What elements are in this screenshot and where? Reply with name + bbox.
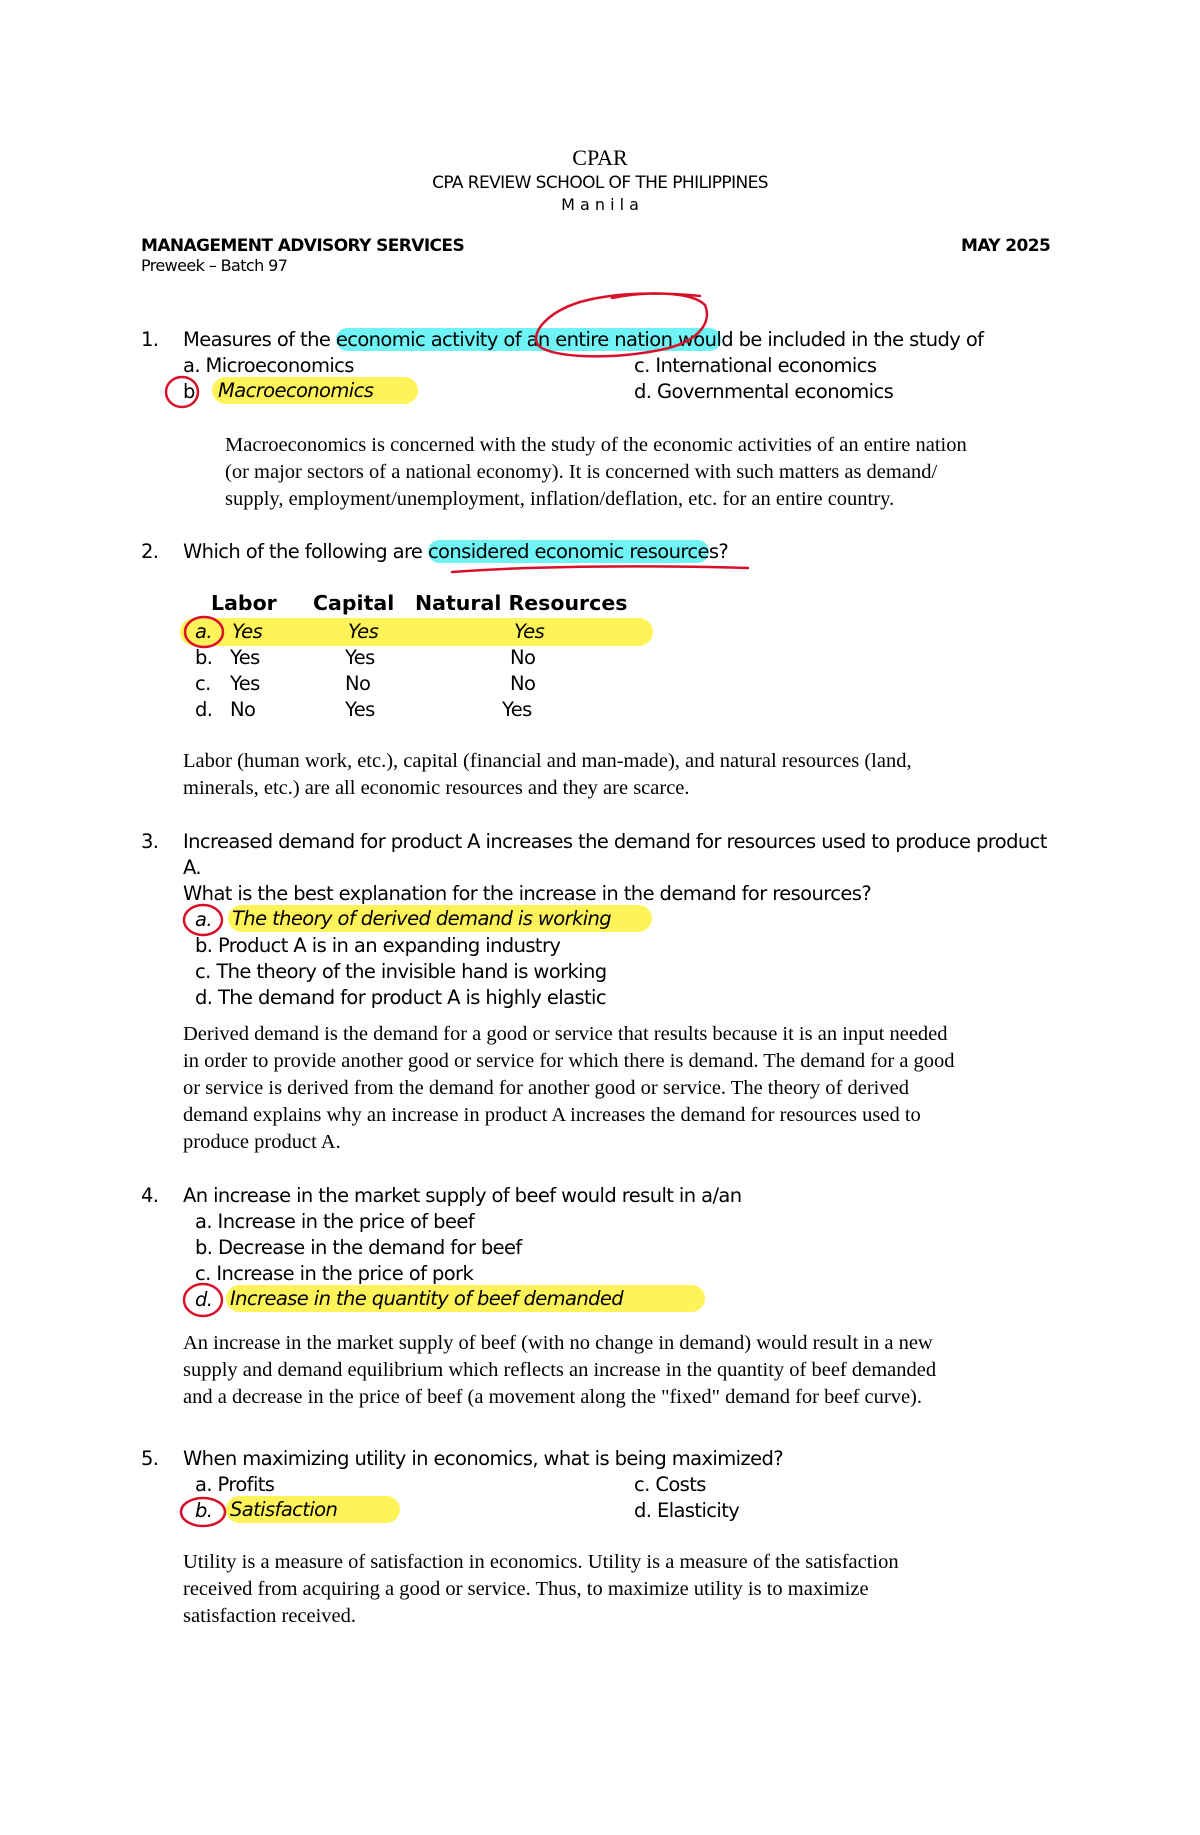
q3-explanation-line: produce product A. bbox=[183, 1131, 341, 1153]
q2-row-a-capital: Yes bbox=[348, 620, 379, 643]
q3-explanation bbox=[183, 1021, 1062, 1156]
q1-choice-d: d. Governmental economics bbox=[634, 380, 894, 403]
q1-explanation-line: Macroeconomics is concerned with the study of the economic activities of an entire nation bbox=[225, 434, 967, 456]
q1-explanation-line: supply, employment/unemployment, inflation/deflation, etc. for an entire country. bbox=[225, 488, 895, 510]
q2-row-b-capital: Yes bbox=[345, 646, 375, 669]
q4-explanation bbox=[183, 1330, 1062, 1411]
q3-number: 3. bbox=[141, 830, 159, 853]
q5-choice-d: d. Elasticity bbox=[634, 1499, 740, 1522]
q4-choice-c: c. Increase in the price of pork bbox=[195, 1262, 474, 1285]
q4-choice-b: b. Decrease in the demand for beef bbox=[195, 1236, 522, 1259]
q2-stem-end: s? bbox=[708, 540, 729, 563]
q2-table-header-labor: Labor bbox=[211, 591, 277, 615]
q2-row-c-letter: c. bbox=[195, 672, 211, 695]
q3-stem-line1: Increased demand for product A increases the demand for resources used to produce product bbox=[183, 830, 1047, 853]
q2-row-a-natural: Yes bbox=[514, 620, 545, 643]
school-city: M a n i l a bbox=[561, 195, 639, 214]
q3-explanation-line: Derived demand is the demand for a good or service that results because it is an input needed bbox=[183, 1023, 948, 1045]
q3-choice-a-answer: The theory of derived demand is working bbox=[228, 905, 652, 932]
q2-row-a-letter: a. bbox=[195, 620, 212, 643]
school-full-name: CPA REVIEW SCHOOL OF THE PHILIPPINES bbox=[432, 173, 768, 193]
q1-explanation bbox=[225, 432, 1062, 513]
q2-row-a-labor: Yes bbox=[232, 620, 263, 643]
exam-date: MAY 2025 bbox=[961, 236, 1051, 256]
q2-row-d-letter: d. bbox=[195, 698, 213, 721]
q2-table-header-capital: Capital bbox=[313, 591, 395, 615]
q1-stem-start: Measures of the bbox=[183, 328, 336, 351]
q2-row-d-capital: Yes bbox=[345, 698, 375, 721]
q1-stem-end: d be included in the study of bbox=[721, 328, 984, 351]
q5-explanation-line: Utility is a measure of satisfaction in economics. Utility is a measure of the satisfaction bbox=[183, 1551, 899, 1573]
q3-explanation-line: or service is derived from the demand for another good or service. The theory of derived bbox=[183, 1077, 909, 1099]
q1-choice-b-letter: b bbox=[183, 380, 195, 403]
batch-label: Preweek – Batch 97 bbox=[141, 256, 288, 275]
q2-row-d-labor: No bbox=[230, 698, 256, 721]
q4-choice-d-letter: d. bbox=[195, 1288, 213, 1311]
subject-title: MANAGEMENT ADVISORY SERVICES bbox=[141, 236, 465, 256]
q2-row-b-natural: No bbox=[510, 646, 536, 669]
q2-table-header-natural: Natural Resources bbox=[415, 591, 628, 615]
q5-explanation-line: satisfaction received. bbox=[183, 1605, 357, 1627]
q2-explanation bbox=[183, 748, 1062, 802]
q1-stem-highlight: economic activity of an entire nation woul bbox=[335, 328, 722, 351]
q2-number: 2. bbox=[141, 540, 159, 563]
q2-row-b-labor: Yes bbox=[230, 646, 260, 669]
q1-choice-b-answer: Macroeconomics bbox=[212, 377, 418, 404]
q2-row-d-natural: Yes bbox=[502, 698, 532, 721]
q5-choice-b-letter: b. bbox=[195, 1499, 213, 1522]
q4-explanation-line: An increase in the market supply of beef (with no change in demand) would result in a new bbox=[183, 1332, 933, 1354]
q3-stem-line2: A. bbox=[183, 856, 201, 879]
q5-choice-a: a. Profits bbox=[195, 1473, 275, 1496]
q5-choice-c: c. Costs bbox=[634, 1473, 706, 1496]
q1-number: 1. bbox=[141, 328, 159, 351]
q5-explanation bbox=[183, 1549, 1062, 1630]
q3-choice-c: c. The theory of the invisible hand is working bbox=[195, 960, 607, 983]
q4-number: 4. bbox=[141, 1184, 159, 1207]
q4-stem: An increase in the market supply of beef would result in a/an bbox=[183, 1184, 742, 1207]
q3-choice-b: b. Product A is in an expanding industry bbox=[195, 934, 561, 957]
q1-explanation-line: (or major sectors of a national economy). It is concerned with such matters as demand/ bbox=[225, 461, 938, 483]
q2-row-c-capital: No bbox=[345, 672, 371, 695]
q3-explanation-line: in order to provide another good or service for which there is demand. The demand for a good bbox=[183, 1050, 955, 1072]
q2-row-b-letter: b. bbox=[195, 646, 213, 669]
q5-number: 5. bbox=[141, 1447, 159, 1470]
q5-choice-b-answer: Satisfaction bbox=[226, 1496, 400, 1523]
q2-stem-start: Which of the following are bbox=[183, 540, 428, 563]
q4-choice-d-answer: Increase in the quantity of beef demanded bbox=[226, 1285, 705, 1312]
q4-explanation-line: and a decrease in the price of beef (a movement along the "fixed" demand for beef curve). bbox=[183, 1386, 923, 1408]
q3-choice-a-letter: a. bbox=[195, 908, 212, 931]
q3-stem-line3: What is the best explanation for the increase in the demand for resources? bbox=[183, 882, 872, 905]
q3-explanation-line: demand explains why an increase in product A increases the demand for resources used to bbox=[183, 1104, 921, 1126]
q1-choice-c: c. International economics bbox=[634, 354, 877, 377]
q2-stem-highlight: considered economic resource bbox=[427, 540, 709, 563]
q2-row-c-labor: Yes bbox=[230, 672, 260, 695]
q2-stem bbox=[183, 540, 728, 563]
q1-stem bbox=[183, 328, 983, 351]
q2-pen-underline bbox=[452, 566, 748, 572]
q2-explanation-line: minerals, etc.) are all economic resources and they are scarce. bbox=[183, 777, 690, 799]
q3-choice-d: d. The demand for product A is highly elastic bbox=[195, 986, 606, 1009]
school-short-name: CPAR bbox=[572, 145, 628, 170]
q1-choice-a: a. Microeconomics bbox=[183, 354, 354, 377]
q5-stem: When maximizing utility in economics, what is being maximized? bbox=[183, 1447, 784, 1470]
q2-row-c-natural: No bbox=[510, 672, 536, 695]
q4-explanation-line: supply and demand equilibrium which reflects an increase in the quantity of beef demanded bbox=[183, 1359, 937, 1381]
q5-explanation-line: received from acquiring a good or service. Thus, to maximize utility is to maximize bbox=[183, 1578, 869, 1600]
q4-choice-a: a. Increase in the price of beef bbox=[195, 1210, 475, 1233]
q2-explanation-line: Labor (human work, etc.), capital (financial and man-made), and natural resources (land, bbox=[183, 750, 912, 772]
